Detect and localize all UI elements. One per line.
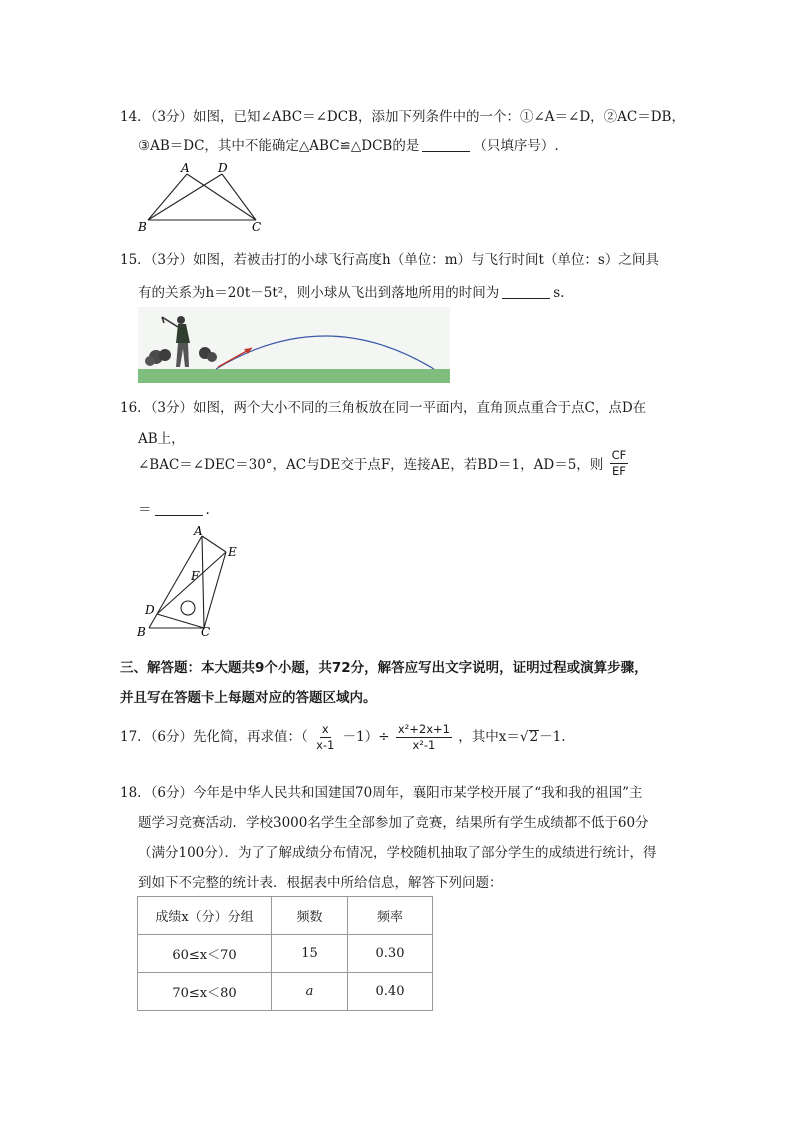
q16-label-F: F	[191, 569, 200, 583]
q17-fraction-1	[314, 722, 336, 753]
q16-label-E: E	[228, 545, 237, 559]
q17-suffix: ，其中x＝	[458, 729, 520, 745]
q17-line	[120, 722, 566, 753]
q15-line2-suffix: s.	[553, 285, 565, 301]
q16-ratio-fraction	[610, 448, 629, 479]
q16-line1: 16．（3分）如图，两个大小不同的三角板放在同一平面内，直角顶点重合于点C，点D在	[120, 400, 647, 416]
table-row	[138, 973, 433, 1011]
table-cell: 0.30	[348, 935, 433, 973]
q14-label-D: D	[218, 161, 228, 175]
q16-line4-end: .	[205, 502, 210, 518]
q17-f1-den: x-1	[316, 738, 335, 752]
q16-line2: AB上，	[138, 431, 185, 447]
q16-answer-blank	[155, 502, 203, 516]
q16-line4	[138, 498, 210, 518]
q16-label-A: A	[194, 524, 203, 538]
q14-label-B: B	[138, 220, 147, 232]
q15-figure	[138, 307, 450, 383]
q16-label-D: D	[145, 603, 155, 617]
sqrt-symbol-icon: √	[519, 729, 529, 745]
table-header-row	[138, 897, 433, 935]
table-cell: a	[272, 973, 348, 1011]
section3-heading-line1: 三、解答题：本大题共9个小题，共72分，解答应写出文字说明，证明过程或演算步骤，	[120, 660, 648, 676]
q17-mid: －1）÷	[342, 729, 390, 745]
q14-line1: 14．（3分）如图，已知∠ABC＝∠DCB，添加下列条件中的一个：①∠A＝∠D，②AC＝DB，	[120, 109, 685, 125]
section3-heading-line2: 并且写在答题卡上每题对应的答题区域内。	[120, 690, 377, 706]
q17-fraction-2	[396, 722, 452, 753]
q17-prefix: 17．（6分）先化简，再求值：（	[120, 729, 308, 745]
q14-line2-text: ③AB＝DC，其中不能确定△ABC≌△DCB的是	[138, 138, 420, 154]
table-row	[138, 935, 433, 973]
q17-suffix-end: －1.	[539, 729, 566, 745]
q16-frac-num: CF	[611, 448, 627, 462]
table-header: 成绩x（分）分组	[138, 897, 272, 935]
q14-line2-suffix: （只填序号）.	[473, 138, 559, 154]
q17-f1-num: x	[321, 722, 329, 736]
q18-line4: 到如下不完整的统计表．根据表中所给信息，解答下列问题：	[138, 875, 503, 891]
q16-line3-text: ∠BAC＝∠DEC＝30°，AC与DE交于点F，连接AE，若BD＝1，AD＝5，则	[138, 457, 604, 473]
q15-line2-text: 有的关系为h＝20t－5t²，则小球从飞出到落地所用的时间为	[138, 285, 500, 301]
q18-stats-table	[137, 896, 433, 1011]
q18-line3: （满分100分）．为了了解成绩分布情况，学校随机抽取了部分学生的成绩进行统计，得	[138, 845, 657, 861]
q14-figure	[136, 160, 266, 232]
table-cell: 70≤x＜80	[138, 973, 272, 1011]
q14-line2	[138, 134, 559, 154]
table-cell: 0.40	[348, 973, 433, 1011]
q14-answer-blank	[422, 138, 470, 152]
q15-line1: 15．（3分）如图，若被击打的小球飞行高度h（单位：m）与飞行时间t（单位：s）之间具	[120, 252, 659, 268]
q14-label-C: C	[252, 220, 262, 232]
q17-sqrt-value: 2	[529, 729, 539, 745]
q16-frac-den: EF	[611, 464, 626, 478]
table-header: 频率	[348, 897, 433, 935]
table-cell: 60≤x＜70	[138, 935, 272, 973]
q16-figure	[134, 524, 244, 638]
table-header: 频数	[272, 897, 348, 935]
q14-label-A: A	[181, 161, 190, 175]
q16-label-B: B	[137, 625, 146, 638]
q17-f2-den: x²-1	[412, 738, 436, 752]
table-cell: 15	[272, 935, 348, 973]
q18-line2: 题学习竞赛活动．学校3000名学生全部参加了竞赛，结果所有学生成绩都不低于60分	[138, 815, 649, 831]
q15-answer-blank	[502, 285, 550, 299]
q16-equals: ＝	[138, 502, 152, 518]
q18-line1: 18．（6分）今年是中华人民共和国建国70周年，襄阳市某学校开展了“我和我的祖国”主	[120, 785, 643, 801]
q16-line3	[138, 448, 630, 479]
q17-f2-num: x²+2x+1	[397, 722, 450, 736]
q16-label-C: C	[201, 625, 211, 638]
q15-line2	[138, 281, 564, 301]
